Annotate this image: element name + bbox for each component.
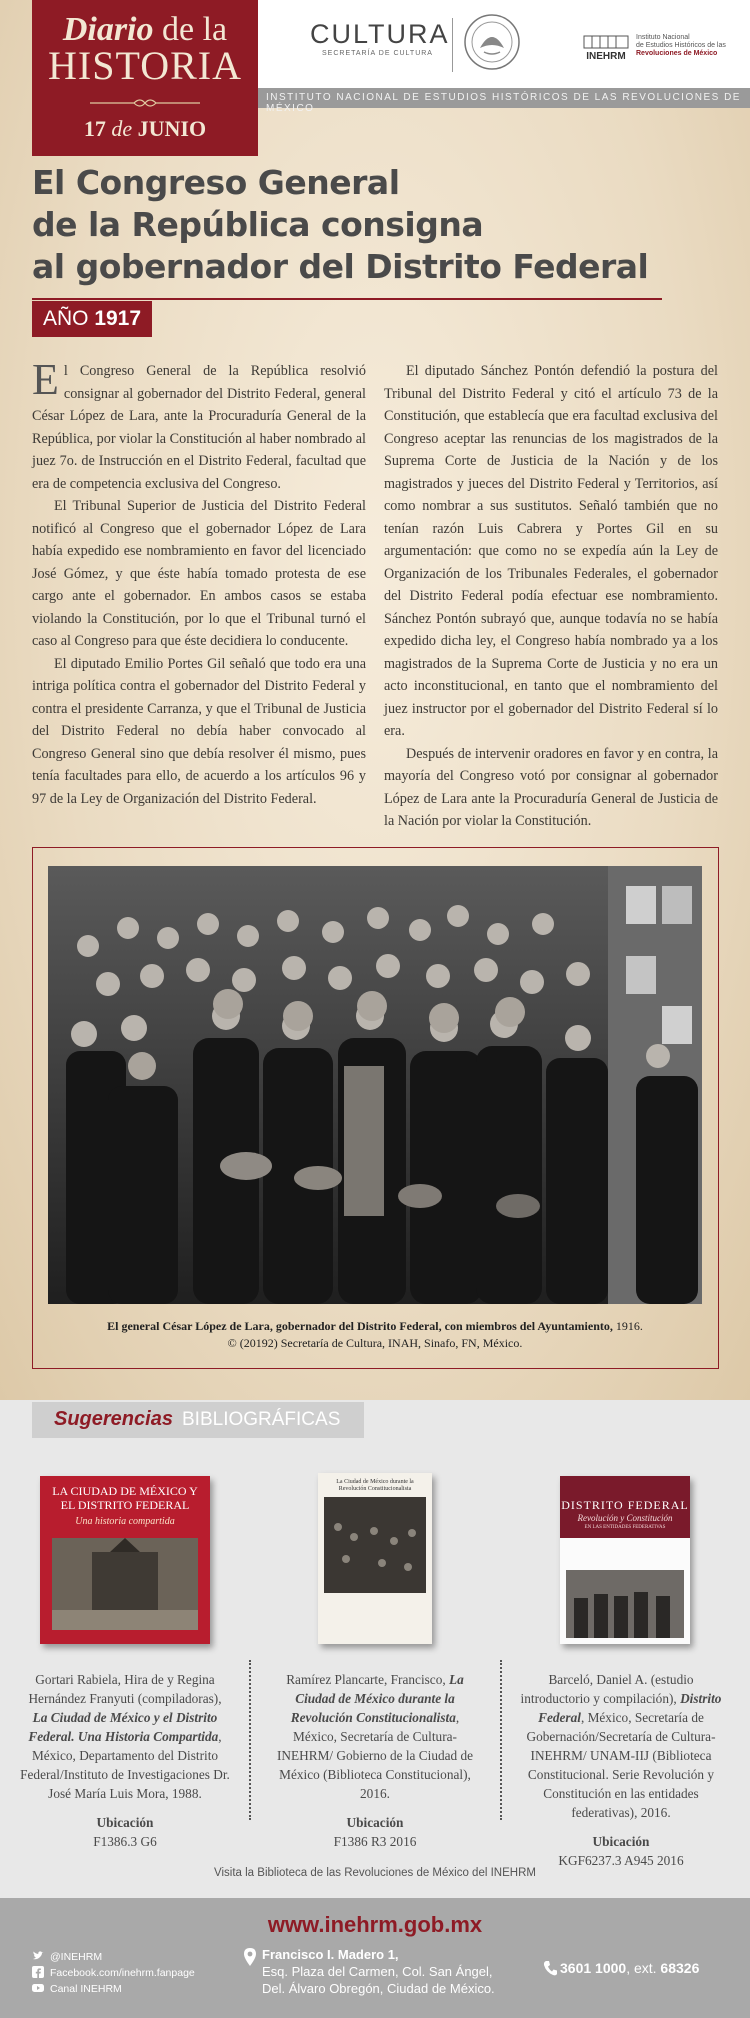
divider-dots [500,1660,502,1820]
book-cover-2[interactable] [318,1473,432,1644]
book-3-publisher: , México, Secretaría de Gobernación/Secretaría de Cultura-INEHRM/ UNAM-IIJ (Biblioteca Constitucional. Serie Revolución y Constitución en las entidades federativas), 2016. [526,1710,716,1820]
phone-icon [543,1960,557,1976]
library-visit-note: Visita la Biblioteca de las Revoluciones de México del INEHRM [214,1867,536,1879]
book-1-cover-title: LA CIUDAD DE MÉXICO Y EL DISTRITO FEDERAL [52,1484,198,1512]
cultura-logo[interactable] [310,19,450,57]
youtube-channel: Canal INEHRM [50,1983,122,1995]
location-pin-icon [243,1948,257,1966]
book-1-cover-image [52,1538,198,1630]
phone-number[interactable] [560,1960,699,1976]
book-1-authors: Gortari Rabiela, Hira de y Regina Hernández Franyuti (compiladoras), [28,1672,222,1706]
year-badge [32,301,152,337]
logo-divider [452,18,453,72]
cultura-logo-sub: SECRETARÍA DE CULTURA [322,50,433,57]
book-3-location: KGF6237.3 A945 2016 [558,1853,684,1868]
article-paragraph: El Congreso General de la República resolvió consignar al gobernador del Distrito Federal, general César López de Lara, ante la Procuraduría General de la República, por violar la Constitución al haber nombrado al juez 7o. de Instrucción en el Distrito Federal, facultad que era de competencia exclusiva del Congreso. [32,355,366,492]
ornament-icon [90,97,200,109]
book-1-title: La Ciudad de México y el Distrito Federal. Una Historia Compartida [28,1710,219,1744]
website-link[interactable]: www.inehrm.gob.mx [267,1912,483,1937]
year-label: AÑO [42,307,95,330]
photo-caption-year: 1916. [612,1319,643,1333]
brand-block [32,0,258,156]
date-de: de [105,116,138,141]
headline [32,162,712,288]
book-2-cover-image [324,1497,426,1593]
cultura-logo-text: CULTURA [310,19,450,49]
article-paragraph: El diputado Sánchez Pontón defendió la postura del Tribunal del Distrito Federal y citó el artículo 73 de la Constitución, que establecía que era facultad exclusiva del Congreso aceptar las renuncias de los magistrados de la Suprema Corte de Justicia de la Nación y de los magistrados y jueces del Distrito Federal y Territorios, así como nombrar a sus sustitutos. Señaló también que no tenían razón Luis Cabrera y Portes Gil en su argumentación: que como no se expedía aún la Ley de Organización de los Tribunales Federales, el gobernador del Distrito Federal podía efectuar ese nombramiento. Sánchez Pontón subrayó que, aunque todavía no se había expedido dicha ley, el Congreso había nombrado ya a los magistrados de la Suprema Corte de Justicia y no era un acto inconstitucional, en tanto que el nombramiento del juez instructor por el gobernador del Distrito Federal sí lo era. [384,363,718,739]
book-2-authors: Ramírez Plancarte, Francisco, [286,1672,446,1687]
phone-ext-number: 68326 [660,1960,700,1976]
institute-band-text: INSTITUTO NACIONAL DE ESTUDIOS HISTÓRICOS DE LAS REVOLUCIONES DE MÉXICO [266,92,741,114]
headline-line-1: El Congreso General [32,163,400,202]
article-paragraph: Después de intervenir oradores en favor y en contra, la mayoría del Congreso votó por consignar al gobernador López de Lara ante la Procuraduría General de Justicia de la Nación por violar la Constitución. [384,745,718,829]
book-2-publisher: , México, Secretaría de Cultura-INEHRM/ Gobierno de la Ciudad de México (Biblioteca Constitucional), 2016. [276,1710,474,1801]
address-line-1: Francisco I. Madero 1, [262,1947,399,1962]
brand-title-historia: HISTORIA [48,43,242,88]
book-1-publisher: , México, Departamento del Distrito Federal/Instituto de Investigaciones Dr. José María Luis Mora, 1988. [20,1729,230,1801]
book-3-cover-sub: Revolución y Constitución [577,1513,673,1523]
book-3-authors: Barceló, Daniel A. (estudio introductorio y compilación), [520,1672,694,1706]
suggestions-title-a: Sugerencias [54,1408,173,1430]
book-3-title: Distrito Federal [538,1691,722,1725]
year-value: 1917 [94,307,142,330]
book-2-title: La Ciudad de México durante la Revolución Constitucionalista [290,1672,464,1725]
book-reference-3 [516,1670,726,1870]
historical-photo [48,866,702,1304]
youtube-link[interactable] [32,1982,122,1995]
institute-band [258,88,750,114]
headline-line-3: al gobernador del Distrito Federal [32,247,649,286]
address-line-3: Del. Álvaro Obregón, Ciudad de México. [262,1981,495,1996]
inehrm-logo-icon[interactable] [580,34,632,62]
article-paragraph: El diputado Emilio Portes Gil señaló que todo era una intriga política contra el gobernador del Distrito Federal y contra el presidente Carranza, y que el Tribunal de Justicia del Distrito Federal no debía haber convocado al Congreso General sino que debía resolver él mismo, pues tenía facultades para ello, de acuerdo a los artículos 96 y 97 de la Ley de Organización del Distrito Federal. [32,655,366,807]
book-cover-1[interactable] [40,1476,210,1644]
book-3-cover-title: DISTRITO FEDERAL [561,1498,689,1512]
article-column-2 [384,360,718,833]
address [262,1946,495,1997]
phone-main: 3601 1000 [560,1960,627,1976]
book-3-cover-image [566,1570,684,1638]
inehrm-logo-caption [636,34,726,58]
article-paragraph: El Tribunal Superior de Justicia del Distrito Federal notificó al Congreso que el gobernador López de Lara había expedido ese nombramiento en favor del licenciado José Gómez, y que éste había tomado protesta de ese cargo ante el gobernador. En ambos casos se estaba violando la Constitución, por lo que el Tribunal turnó el caso al Congreso para que éste decidiera lo conducente. [32,498,366,649]
book-2-location: F1386 R3 2016 [333,1834,417,1849]
date-label [32,116,258,142]
national-seal-icon [462,12,522,72]
suggestions-header [32,1402,364,1438]
book-3-location-label: Ubicación [592,1834,650,1849]
youtube-icon [32,1982,44,1994]
twitter-link[interactable] [32,1950,102,1963]
photo-credit: © (20192) Secretaría de Cultura, INAH, Sinafo, FN, México. [227,1336,523,1350]
article-column-1 [32,355,366,810]
book-3-cover-sub2: EN LAS ENTIDADES FEDERATIVAS [584,1525,666,1530]
book-1-location-label: Ubicación [96,1815,154,1830]
twitter-icon [32,1950,44,1962]
headline-rule [32,298,662,300]
photo-caption-bold: El general César López de Lara, gobernador del Distrito Federal, con miembros del Ayuntamiento, [107,1319,613,1333]
photo-caption [48,1318,702,1352]
suggestions-title-b: BIBLIOGRÁFICAS [182,1409,341,1430]
book-cover-3[interactable] [560,1476,690,1644]
inehrm-logo-text: INEHRM [586,51,626,62]
facebook-link[interactable] [32,1966,195,1979]
phone-ext-label: , ext. [626,1960,661,1976]
headline-line-2: de la República consigna [32,205,484,244]
book-2-cover-title: La Ciudad de México durante la Revolución Constitucionalista [336,1479,414,1492]
book-reference-2 [270,1670,480,1851]
address-line-2: Esq. Plaza del Carmen, Col. San Ángel, [262,1964,493,1979]
book-1-cover-sub: Una historia compartida [75,1516,175,1527]
book-2-location-label: Ubicación [346,1815,404,1830]
facebook-url: Facebook.com/inehrm.fanpage [50,1967,195,1979]
date-month: JUNIO [137,116,207,141]
brand-title-de-la: de la [153,11,228,48]
date-day: 17 [83,116,106,141]
book-reference-1 [20,1670,230,1851]
divider-dots [249,1660,251,1820]
inehrm-caption-l1: Instituto Nacional [636,34,690,41]
inehrm-caption-l2: de Estudios Históricos de las [636,42,726,49]
twitter-handle: @INEHRM [50,1951,103,1963]
brand-title-italic: Diario [62,11,154,48]
facebook-icon [32,1966,44,1978]
inehrm-caption-l3: Revoluciones de México [636,50,718,57]
book-1-location: F1386.3 G6 [93,1834,157,1849]
